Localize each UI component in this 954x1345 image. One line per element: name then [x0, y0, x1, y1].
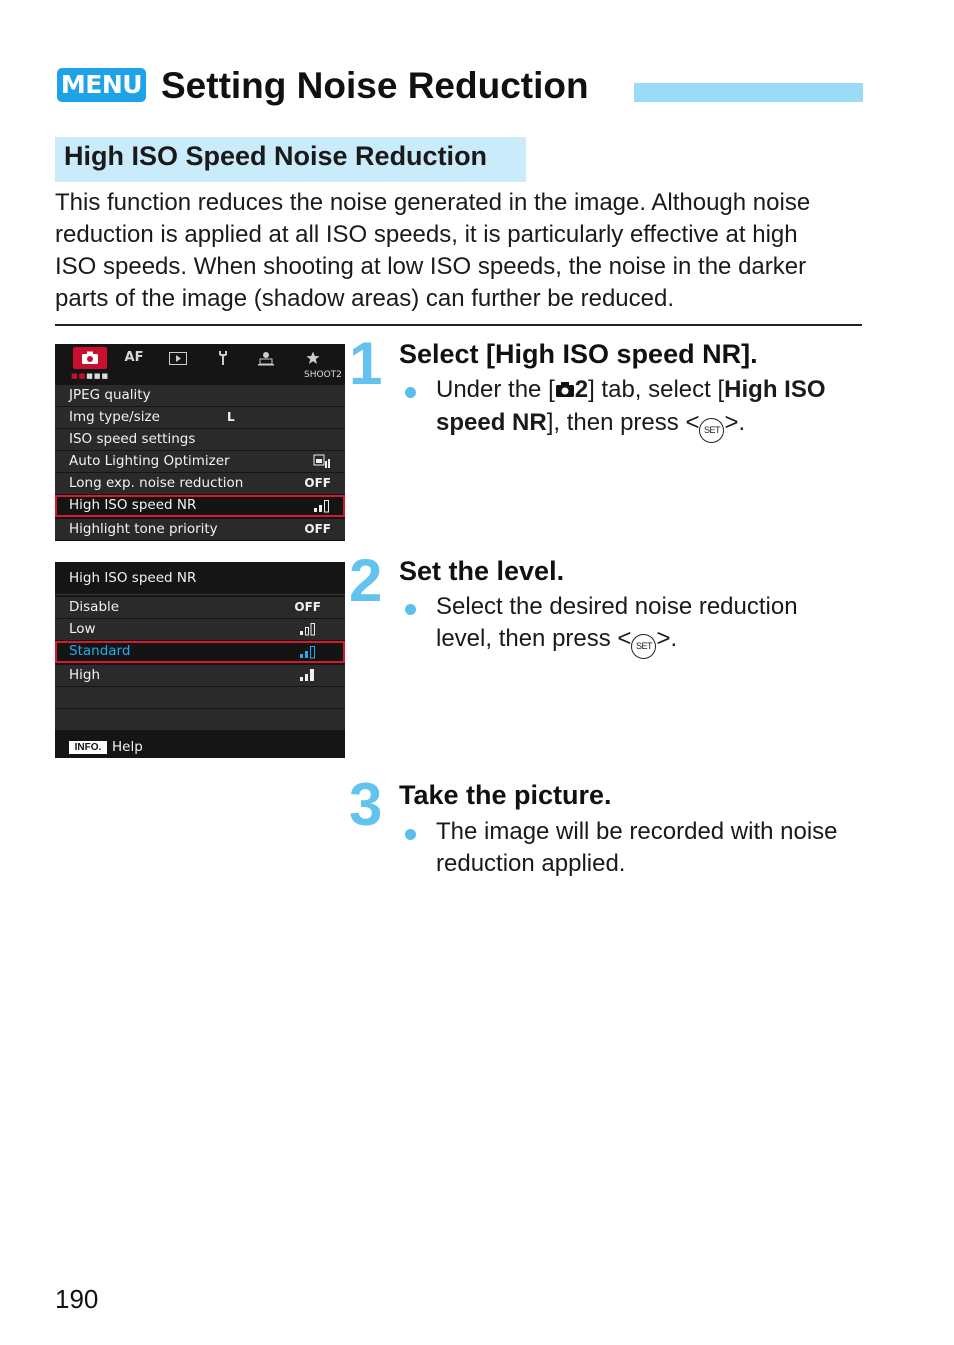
- menu-badge: MENU: [57, 68, 146, 102]
- menu-row-jpeg-quality[interactable]: [55, 385, 345, 406]
- menu-row-label: Img type/size: [69, 409, 160, 425]
- tab-my-menu-star-icon[interactable]: [301, 347, 325, 369]
- option-label: Low: [69, 621, 96, 637]
- menu-row-label: JPEG quality: [69, 387, 151, 403]
- step-2-text: [436, 591, 798, 659]
- section-heading: High ISO Speed Noise Reduction: [64, 141, 488, 171]
- empty-row: [55, 709, 345, 730]
- title-decoration-bar: [634, 83, 863, 102]
- menu-row-high-iso-speed-nr[interactable]: [55, 495, 345, 517]
- set-button-icon: SET: [631, 634, 656, 659]
- step-number-2: 2: [349, 547, 383, 614]
- tab-playback-icon[interactable]: [165, 347, 191, 369]
- step-text-fragment: Under the [: [436, 376, 555, 403]
- help-bar: [55, 737, 345, 758]
- option-label: High: [69, 667, 101, 683]
- step-text-line: reduction applied.: [436, 850, 626, 877]
- help-label: Help: [112, 739, 143, 755]
- step-number-1: 1: [349, 330, 383, 397]
- section-divider: [55, 324, 862, 326]
- option-high[interactable]: [55, 665, 345, 686]
- intro-paragraph: [55, 187, 867, 315]
- intro-line: ISO speeds. When shooting at low ISO speeds, the noise in the darker: [55, 253, 807, 280]
- step-text-fragment: level, then press <: [436, 625, 632, 652]
- menu-row-label: High ISO speed NR: [69, 497, 197, 513]
- step-text-fragment: ] tab, select [: [588, 376, 725, 403]
- menu-row-label: Long exp. noise reduction: [69, 475, 244, 491]
- menu-row-value: L: [227, 410, 235, 424]
- option-low[interactable]: [55, 619, 345, 640]
- step-text-fragment: >.: [656, 625, 678, 652]
- screen-title-divider: [55, 594, 345, 595]
- info-button-badge[interactable]: INFO.: [69, 741, 107, 754]
- menu-row-label: Highlight tone priority: [69, 521, 218, 537]
- step-number-3: 3: [349, 771, 383, 838]
- step-3-text: [436, 816, 838, 880]
- nr-level-low-icon: [299, 622, 317, 643]
- menu-row-label: ISO speed settings: [69, 431, 196, 447]
- camera-nr-setting-screen: [55, 562, 345, 758]
- nr-level-high-icon: [299, 668, 317, 689]
- bullet-icon: [405, 604, 416, 615]
- empty-row: [55, 687, 345, 708]
- menu-row-value: OFF: [304, 476, 331, 490]
- menu-row-img-type-size[interactable]: [55, 407, 345, 428]
- shoot-tab-camera-icon: [555, 375, 575, 407]
- step-1-title: Select [High ISO speed NR].: [399, 339, 758, 369]
- screen-title: High ISO speed NR: [69, 570, 197, 586]
- menu-row-value: OFF: [304, 522, 331, 536]
- bullet-icon: [405, 829, 416, 840]
- tab-af[interactable]: AF: [124, 350, 144, 365]
- menu-page-indicator: ■■■■■: [71, 372, 110, 380]
- tab-shoot-camera-icon[interactable]: [73, 347, 107, 369]
- intro-line: parts of the image (shadow areas) can further be reduced.: [55, 285, 675, 312]
- option-label: Standard: [69, 643, 131, 659]
- option-disable[interactable]: [55, 597, 345, 618]
- menu-row-long-exp-noise-reduction[interactable]: [55, 473, 345, 494]
- option-value: OFF: [294, 600, 321, 614]
- menu-tab-bar: [55, 344, 345, 382]
- step-text-fragment: ], then press <: [546, 409, 700, 436]
- menu-row-highlight-tone-priority[interactable]: [55, 519, 345, 540]
- menu-row-auto-lighting-optimizer[interactable]: [55, 451, 345, 472]
- option-standard[interactable]: [55, 641, 345, 663]
- tab-setup-wrench-icon[interactable]: [211, 347, 235, 369]
- intro-line: reduction is applied at all ISO speeds, it is particularly effective at high: [55, 221, 798, 248]
- menu-row-label: Auto Lighting Optimizer: [69, 453, 230, 469]
- page-title: Setting Noise Reduction: [161, 65, 589, 106]
- step-text-fragment: >.: [724, 409, 746, 436]
- tab-custom-functions-icon[interactable]: [253, 347, 279, 369]
- step-text-line: Select the desired noise reduction: [436, 593, 798, 620]
- step-1-text: [436, 374, 826, 443]
- nr-level-standard-icon: [299, 645, 317, 664]
- intro-line: This function reduces the noise generated in the image. Although noise: [55, 189, 811, 216]
- tab-number: 2: [574, 376, 589, 403]
- bullet-icon: [405, 387, 416, 398]
- option-label: Disable: [69, 599, 120, 615]
- step-text-bold: speed NR: [436, 409, 547, 436]
- step-2-title: Set the level.: [399, 556, 565, 586]
- page-number: 190: [55, 1284, 99, 1314]
- camera-menu-screen-shoot2: [55, 344, 345, 541]
- menu-row-iso-speed-settings[interactable]: [55, 429, 345, 450]
- step-3-title: Take the picture.: [399, 780, 612, 810]
- set-button-icon: SET: [699, 418, 724, 443]
- menu-page-label: SHOOT2: [304, 370, 342, 380]
- step-text-line: The image will be recorded with noise: [436, 818, 838, 845]
- nr-level-standard-icon: [313, 499, 331, 518]
- step-text-bold: High ISO: [724, 376, 826, 403]
